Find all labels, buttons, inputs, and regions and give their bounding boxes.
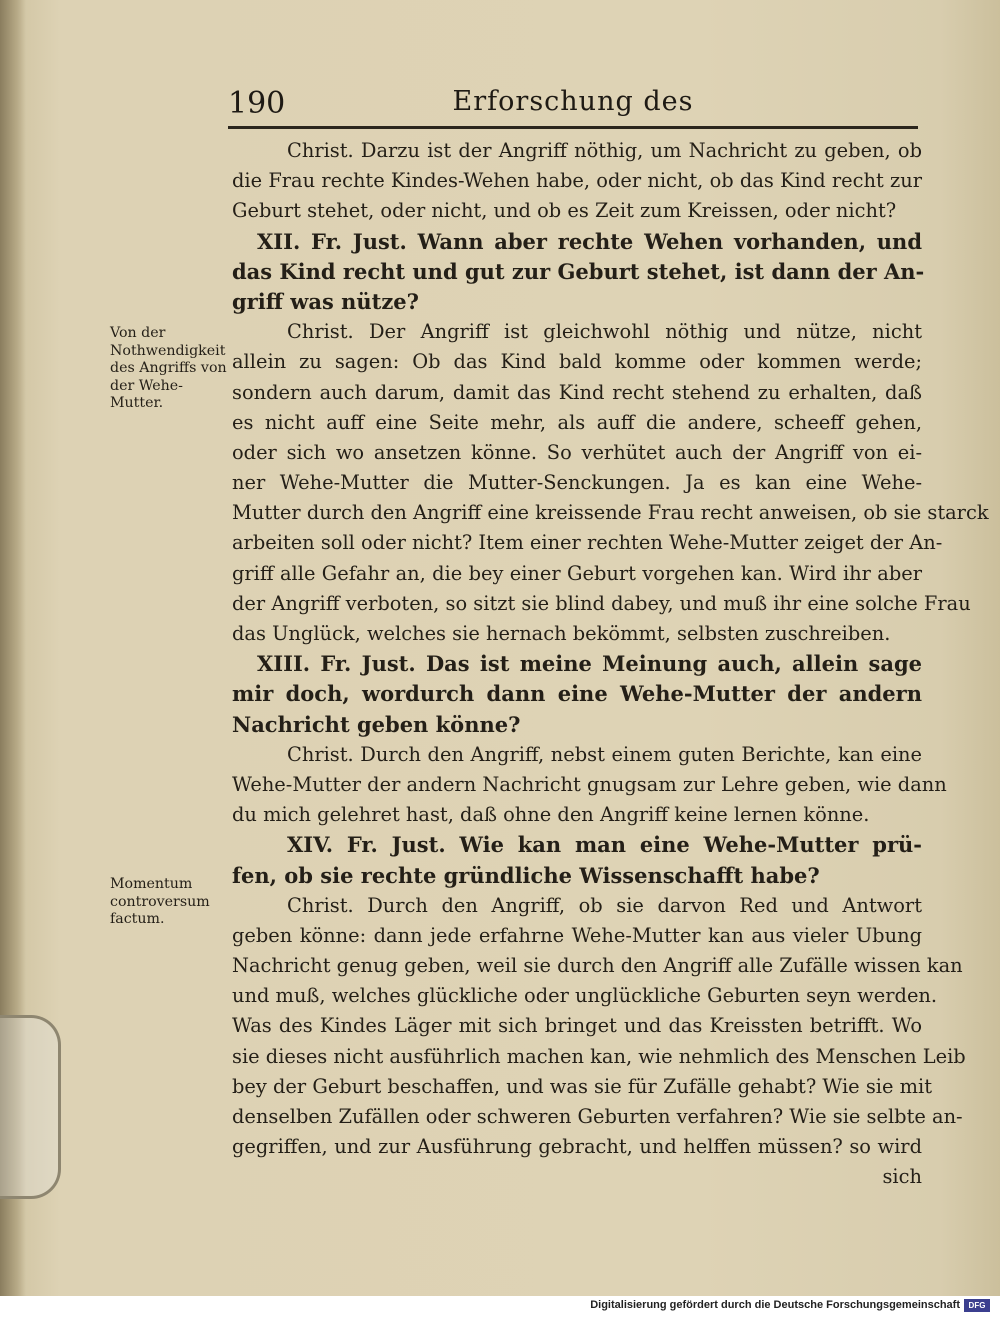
question-line: griff was nütze? [232,288,419,314]
catchword: sich [882,1165,922,1189]
question-line: XIV. Fr. Just. Wie kan man eine Wehe-Mutter prü- [287,832,922,858]
text-line: du mich gelehret hast, daß ohne den Angriff keine lernen könne. [232,803,870,827]
question-line: Nachricht geben könne? [232,711,521,737]
text-line: Christ. Darzu ist der Angriff nöthig, um Nachricht zu geben, ob [287,139,922,162]
page-header [228,82,918,132]
text-line: der Angriff verboten, so sitzt sie blind dabey, und muß ihr eine solche Frau [232,591,971,615]
text-line: bey der Geburt beschaffen, und was sie für Zufälle gehabt? Wie sie mit [232,1074,932,1098]
text-line: griff alle Gefahr an, die bey einer Geburt vorgehen kan. Wird ihr aber [232,561,922,585]
text-line: Nachricht genug geben, weil sie durch den Angriff alle Zufälle wissen kan [232,954,963,978]
text-line: arbeiten soll oder nicht? Item einer rechten Wehe-Mutter zeiget der An- [232,531,943,555]
digitization-credit: Digitalisierung gefördert durch die Deutsche Forschungsgemeinschaft [590,1299,960,1311]
question-line: das Kind recht und gut zur Geburt stehet, ist dann der An- [232,258,925,284]
text-line: ner Wehe-Mutter die Mutter-Senckungen. Ja es kan eine Wehe- [232,471,922,495]
text-line: Geburt stehet, oder nicht, und ob es Zeit zum Kreissen, oder nicht? [232,199,897,223]
text-line: Christ. Durch den Angriff, nebst einem guten Berichte, kan eine [287,742,922,766]
body-text [232,136,989,1193]
text-line: Wehe-Mutter der andern Nachricht gnugsam zur Lehre geben, wie dann [232,772,947,796]
text-line: sie dieses nicht ausführlich machen kan, wie nehmlich des Menschen Leib [232,1044,966,1068]
text-line: Was des Kindes Läger mit sich bringet und das Kreissten betrifft. Wo [232,1014,922,1038]
margin-note-nothwendigkeit: Von der Nothwendigkeit des Angriffs von der Wehe-Mutter. [110,325,227,411]
running-head: Erforschung des [452,86,694,117]
text-line: allein zu sagen: Ob das Kind bald komme oder kommen werde; [232,350,922,374]
question-line: XII. Fr. Just. Wann aber rechte Wehen vorhanden, und [257,228,922,254]
text-line: das Unglück, welches sie hernach bekömmt, selbsten zuschreiben. [232,622,891,645]
margin-note-momentum: Momentum controversum factum. [110,876,210,927]
text-line: Christ. Der Angriff ist gleichwohl nöthig und nütze, nicht [287,320,922,344]
text-line: oder sich wo ansetzen könne. So verhütet auch der Angriff von ei- [232,440,922,464]
footer-bar [0,1296,1000,1317]
text-line: Christ. Durch den Angriff, ob sie darvon Red und Antwort [287,893,922,917]
header-rule [228,126,918,129]
dfg-logo: DFG [964,1299,990,1312]
text-line: die Frau rechte Kindes-Wehen habe, oder nicht, ob das Kind recht zur [232,169,922,193]
text-line: gegriffen, und zur Ausführung gebracht, und helffen müssen? so wird [232,1135,922,1159]
question-line: XIII. Fr. Just. Das ist meine Meinung auch, allein sage [257,651,922,677]
question-line: fen, ob sie rechte gründliche Wissenschafft habe? [232,862,820,888]
text-line: und muß, welches glückliche oder unglückliche Geburten seyn werden. [232,984,938,1008]
page-clip [0,1015,61,1199]
text-line: Mutter durch den Angriff eine kreissende Frau recht anweisen, ob sie starck [232,501,989,525]
question-line: mir doch, wordurch dann eine Wehe-Mutter der andern [232,681,922,707]
text-line: sondern auch darum, damit das Kind recht stehend zu erhalten, daß [232,380,922,404]
text-line: geben könne: dann jede erfahrne Wehe-Mutter kan aus vieler Ubung [232,923,922,947]
text-line: es nicht auff eine Seite mehr, als auff die andere, scheeff gehen, [232,410,922,434]
page-number: 190 [228,86,286,121]
text-line: denselben Zufällen oder schweren Geburten verfahren? Wie sie selbte an- [232,1105,963,1128]
